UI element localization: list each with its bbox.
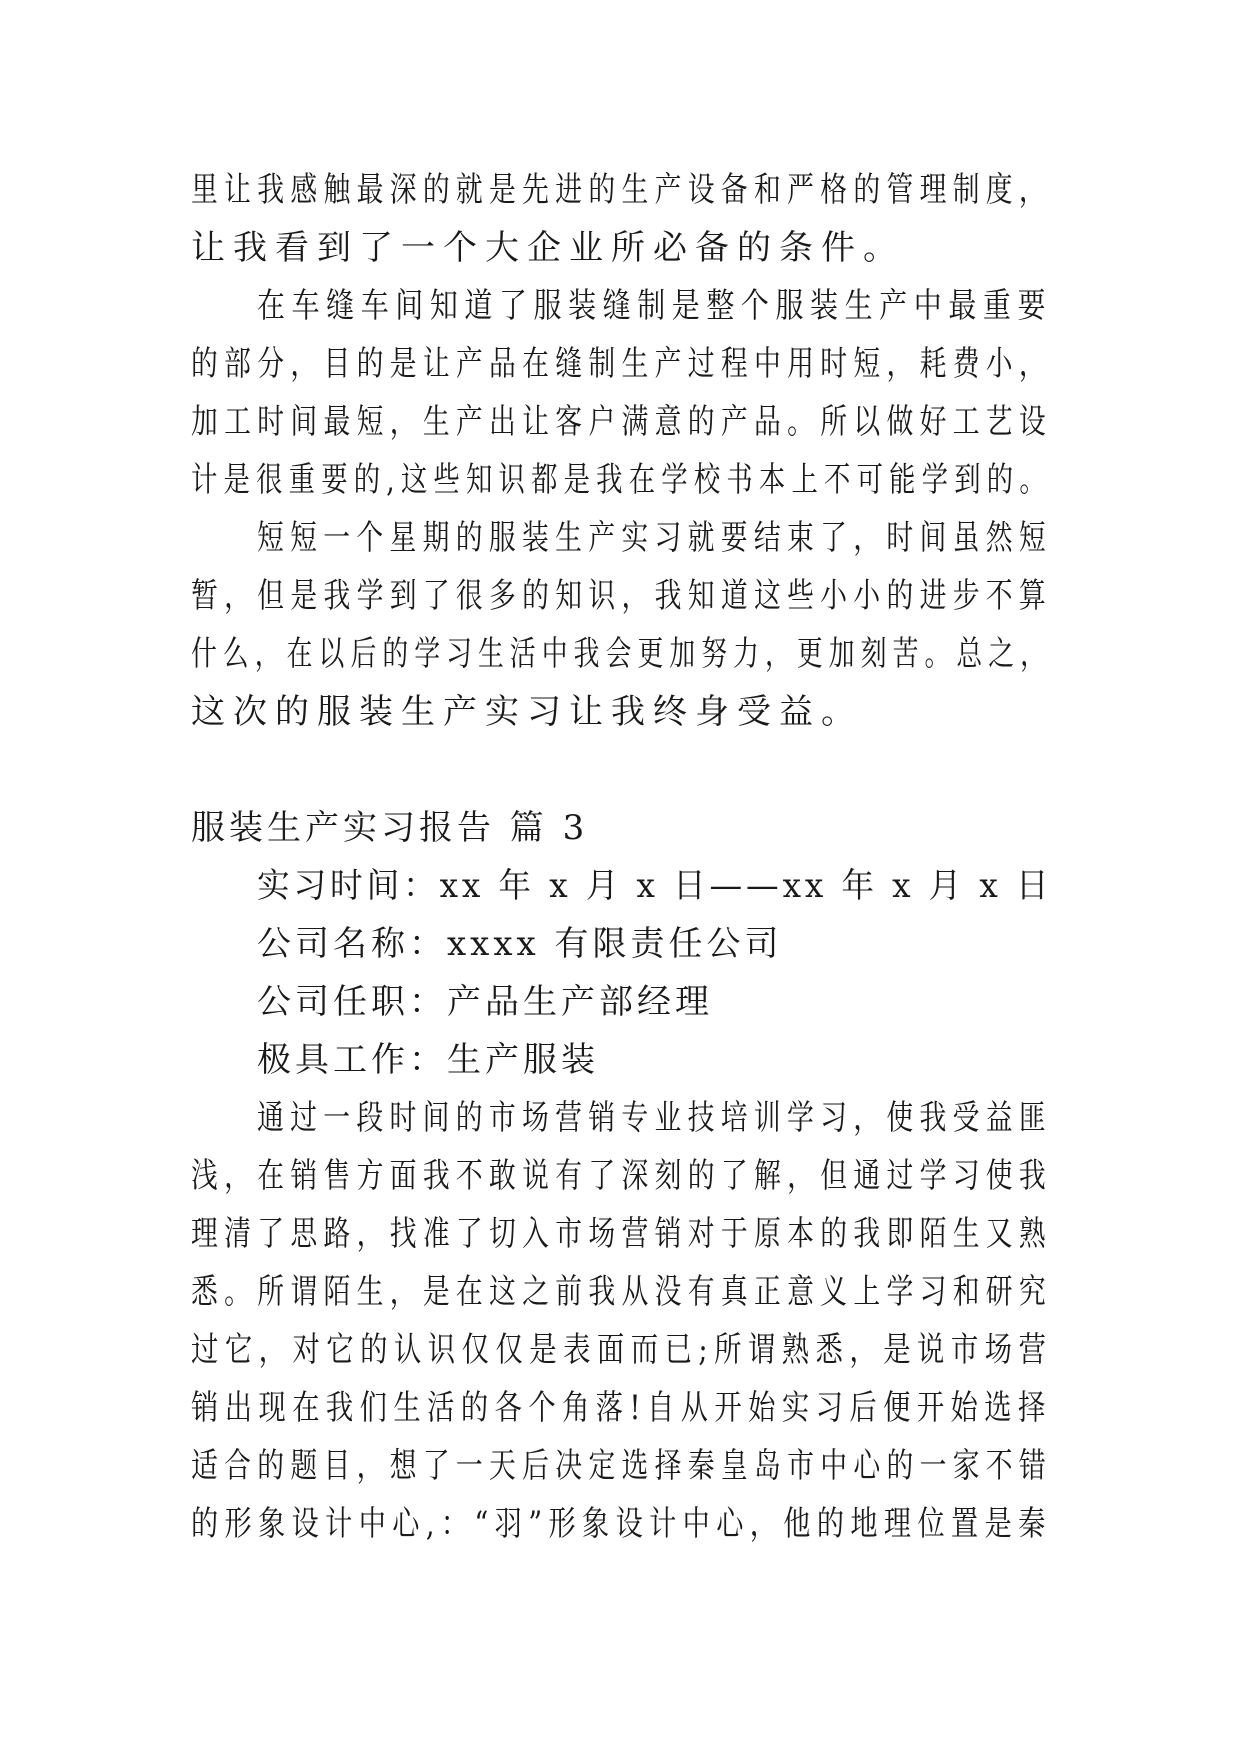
- section-title: 服装生产实习报告 篇 3: [191, 808, 589, 848]
- paragraph-line: 里让我感触最深的就是先进的生产设备和严格的管理制度，: [191, 170, 1053, 210]
- paragraph-line: 加工时间最短，生产出让客户满意的产品。所以做好工艺设: [191, 402, 1053, 442]
- paragraph-line: 暂，但是我学到了很多的知识，我知道这些小小的进步不算: [191, 576, 1053, 616]
- paragraph-line: 的形象设计中心,：“羽”形象设计中心，他的地理位置是秦: [191, 1504, 1052, 1544]
- paragraph-line: 理清了思路，找准了切入市场营销对于原本的我即陌生又熟: [191, 1214, 1053, 1254]
- paragraph-line: 短短一个星期的服装生产实习就要结束了，时间虽然短: [257, 518, 1053, 558]
- paragraph-line: 在车缝车间知道了服装缝制是整个服装生产中最重要: [257, 286, 1053, 326]
- paragraph-line: 通过一段时间的市场营销专业技培训学习，使我受益匪: [257, 1098, 1053, 1138]
- info-time: 实习时间：xx 年 x 月 x 日——xx 年 x 月 x 日: [257, 866, 1053, 906]
- paragraph-line: 计是很重要的,这些知识都是我在学校书本上不可能学到的。: [191, 460, 1052, 500]
- paragraph-line: 这次的服装生产实习让我终身受益。: [191, 692, 863, 732]
- paragraph-line: 的部分，目的是让产品在缝制生产过程中用时短，耗费小，: [191, 344, 1053, 384]
- paragraph-line: 适合的题目，想了一天后决定选择秦皇岛市中心的一家不错: [191, 1446, 1053, 1486]
- paragraph-line: 销出现在我们生活的各个角落!自从开始实习后便开始选择: [191, 1388, 1052, 1428]
- paragraph-line: 让我看到了一个大企业所必备的条件。: [191, 228, 905, 268]
- paragraph-line: 什么，在以后的学习生活中我会更加努力，更加刻苦。总之，: [191, 634, 1053, 674]
- info-position: 公司任职：产品生产部经理: [257, 982, 713, 1022]
- info-company: 公司名称：xxxx 有限责任公司: [257, 924, 783, 964]
- paragraph-line: 浅，在销售方面我不敢说有了深刻的了解，但通过学习使我: [191, 1156, 1053, 1196]
- info-work: 极具工作：生产服装: [257, 1040, 599, 1080]
- paragraph-line: 过它，对它的认识仅仅是表面而已;所谓熟悉，是说市场营: [191, 1330, 1053, 1370]
- paragraph-line: 悉。所谓陌生，是在这之前我从没有真正意义上学习和研究: [191, 1272, 1053, 1312]
